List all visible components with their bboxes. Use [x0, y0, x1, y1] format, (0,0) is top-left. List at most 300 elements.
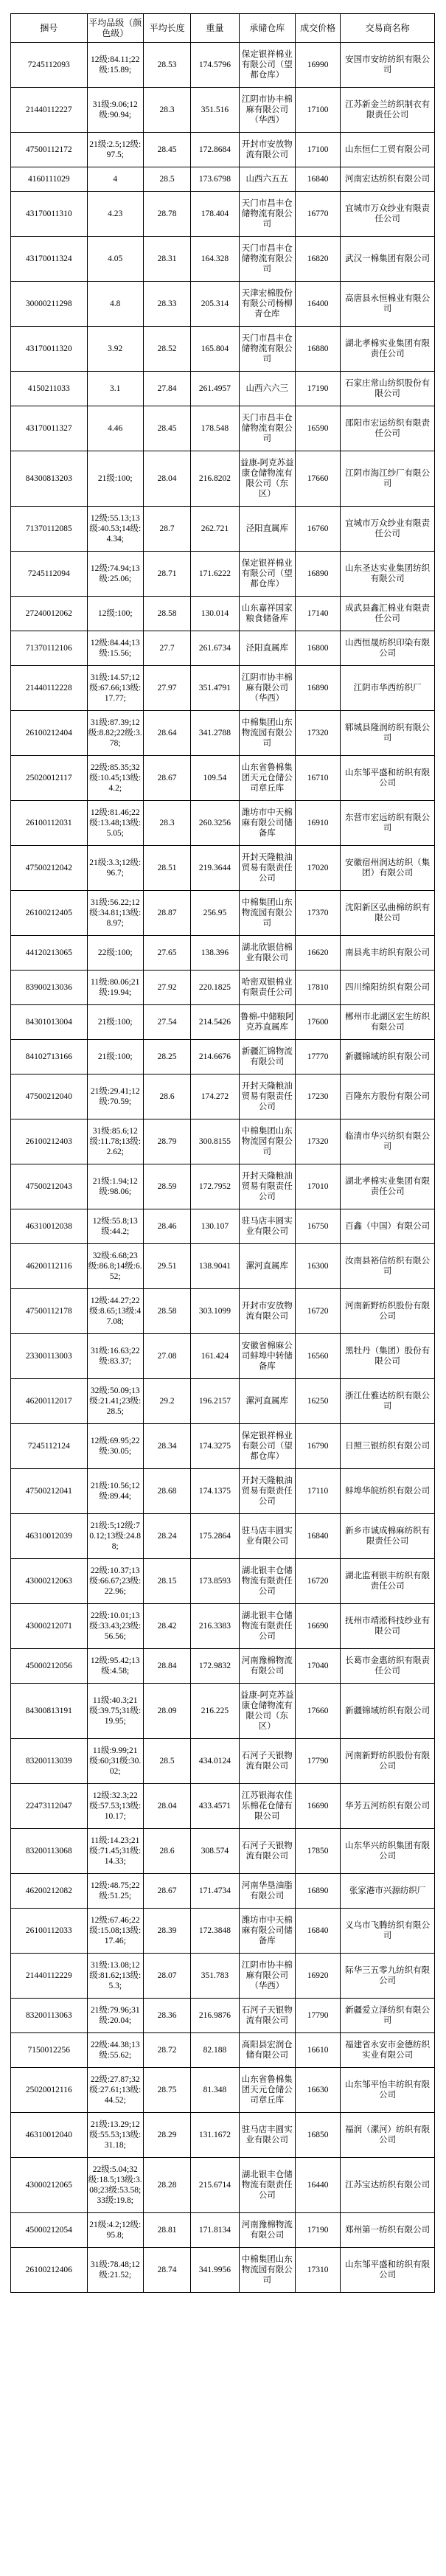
- cell-average-grade: 21级:1.94;12级:98.06;: [87, 1164, 143, 1209]
- cell-warehouse: 湖北银丰仓储物流有限责任公司: [239, 1559, 295, 1604]
- cell-average-grade: 31级:56.22;12级:34.81;13级:8.97;: [87, 891, 143, 936]
- table-row: [11, 631, 435, 666]
- table-row: [11, 1999, 435, 2033]
- cell-trader-name: 成武县鑫汇棉业有限责任公司: [341, 597, 435, 631]
- cell-average-length: 28.59: [143, 1164, 190, 1209]
- cell-warehouse: 湖北欣银信棉业有限公司: [239, 936, 295, 971]
- cell-average-grade: 12级:74.94;13级:25.06;: [87, 552, 143, 597]
- cell-weight: 130.014: [191, 597, 239, 631]
- cell-batch-number: 43000212071: [11, 1604, 88, 1649]
- cell-weight: 164.328: [191, 237, 239, 282]
- cell-deal-price: 17100: [295, 88, 340, 133]
- table-row: [11, 1604, 435, 1649]
- cell-deal-price: 17040: [295, 1649, 340, 1684]
- cell-warehouse: 泾阳直属库: [239, 507, 295, 552]
- cell-deal-price: 16720: [295, 1559, 340, 1604]
- cell-trader-name: 安徽宿州润达纺织（集团）有限公司: [341, 846, 435, 891]
- cell-average-grade: 22级:100;: [87, 936, 143, 971]
- cell-average-length: 28.45: [143, 406, 190, 451]
- cell-warehouse: 江阴市协丰棉麻有限公司（华西）: [239, 666, 295, 711]
- cell-deal-price: 17310: [295, 2248, 340, 2293]
- cell-average-length: 28.51: [143, 846, 190, 891]
- cell-average-length: 28.6: [143, 1075, 190, 1119]
- cell-weight: 172.9832: [191, 1649, 239, 1684]
- cell-weight: 341.2788: [191, 711, 239, 756]
- cell-warehouse: 河南豫棉物流有限公司: [239, 2213, 295, 2248]
- cell-trader-name: 湖北孝棉实业集团有限责任公司: [341, 327, 435, 372]
- cell-average-length: 28.34: [143, 1424, 190, 1469]
- cell-trader-name: 义乌市飞腾纺织有限公司: [341, 1909, 435, 1954]
- cell-warehouse: 开封市安放物流有限公司: [239, 1289, 295, 1334]
- cell-average-grade: 21级:100;: [87, 1005, 143, 1040]
- cell-average-length: 28.39: [143, 1909, 190, 1954]
- cell-average-grade: 11级:9.99;21级:60;31级:30.02;: [87, 1739, 143, 1784]
- cell-average-grade: 31级:87.39;12级:8.82;22级:3.78;: [87, 711, 143, 756]
- cell-deal-price: 16590: [295, 406, 340, 451]
- header-trader-name: 交易商名称: [341, 14, 435, 43]
- cell-warehouse: 驻马店丰圆实业有限公司: [239, 2113, 295, 2158]
- cell-average-grade: 12级:55.13;13级:40.53;14级:4.34;: [87, 507, 143, 552]
- cell-average-length: 28.29: [143, 2113, 190, 2158]
- table-row: [11, 1649, 435, 1684]
- cell-average-grade: 12级:69.95;22级:30.05;: [87, 1424, 143, 1469]
- cell-warehouse: 河南华垦油脂有限公司: [239, 1874, 295, 1909]
- cell-average-length: 28.31: [143, 237, 190, 282]
- cell-weight: 216.8202: [191, 451, 239, 507]
- cell-batch-number: 26100212403: [11, 1119, 88, 1164]
- cell-batch-number: 43170011310: [11, 192, 88, 237]
- table-row: [11, 1469, 435, 1514]
- cell-deal-price: 17790: [295, 1739, 340, 1784]
- cell-trader-name: 江苏新金兰纺织制衣有限责任公司: [341, 88, 435, 133]
- cell-batch-number: 71370112085: [11, 507, 88, 552]
- cell-average-length: 28.75: [143, 2068, 190, 2113]
- cell-trader-name: 郓城县隆润纺织有限公司: [341, 711, 435, 756]
- cell-weight: 138.9041: [191, 1244, 239, 1289]
- cell-warehouse: 开封天隆粮油贸易有限责任公司: [239, 846, 295, 891]
- cell-average-grade: 31级:14.57;12级:67.66;13级:17.77;: [87, 666, 143, 711]
- cell-average-length: 28.15: [143, 1559, 190, 1604]
- cell-weight: 171.4734: [191, 1874, 239, 1909]
- cell-deal-price: 16820: [295, 237, 340, 282]
- cell-trader-name: 江阴市华西纺织厂: [341, 666, 435, 711]
- cell-batch-number: 44120213065: [11, 936, 88, 971]
- cell-deal-price: 17230: [295, 1075, 340, 1119]
- cell-deal-price: 17320: [295, 711, 340, 756]
- cell-warehouse: 开封天隆粮油贸易有限责任公司: [239, 1469, 295, 1514]
- cell-deal-price: 16840: [295, 1909, 340, 1954]
- cell-average-grade: 21级:2.5;12级:97.5;: [87, 133, 143, 167]
- cell-batch-number: 7150012256: [11, 2033, 88, 2068]
- cell-warehouse: 山西六五五: [239, 167, 295, 192]
- table-row: [11, 597, 435, 631]
- cell-warehouse: 湖北银丰仓储物流有限责任公司: [239, 2158, 295, 2213]
- cell-batch-number: 21440112229: [11, 1954, 88, 1999]
- cell-average-length: 28.04: [143, 1784, 190, 1829]
- table-row: [11, 1289, 435, 1334]
- table-row: [11, 2033, 435, 2068]
- table-row: [11, 2068, 435, 2113]
- cell-warehouse: 漯河直属库: [239, 1379, 295, 1424]
- cell-deal-price: 16560: [295, 1334, 340, 1379]
- cell-weight: 174.3275: [191, 1424, 239, 1469]
- cell-average-grade: 4.23: [87, 192, 143, 237]
- cell-batch-number: 43000212063: [11, 1559, 88, 1604]
- cell-batch-number: 84300813203: [11, 451, 88, 507]
- table-row: [11, 1559, 435, 1604]
- cell-average-length: 27.65: [143, 936, 190, 971]
- cell-average-length: 27.84: [143, 372, 190, 406]
- cell-batch-number: 47500212043: [11, 1164, 88, 1209]
- cell-trader-name: 沈阳新区弘曲棉纺织有限公司: [341, 891, 435, 936]
- cell-weight: 165.804: [191, 327, 239, 372]
- cell-weight: 172.8684: [191, 133, 239, 167]
- cell-trader-name: 福润（漯河）纺织有限公司: [341, 2113, 435, 2158]
- cell-average-grade: 11级:14.23;21级:71.45;31级:14.33;: [87, 1829, 143, 1874]
- cell-batch-number: 43170011324: [11, 237, 88, 282]
- cell-weight: 174.5796: [191, 43, 239, 88]
- cell-weight: 433.4571: [191, 1784, 239, 1829]
- cell-warehouse: 新疆汇锦物流有限公司: [239, 1040, 295, 1075]
- cell-weight: 172.3848: [191, 1909, 239, 1954]
- cell-warehouse: 山东嘉祥国家粮食储备库: [239, 597, 295, 631]
- cell-deal-price: 17600: [295, 1005, 340, 1040]
- table-row: [11, 1334, 435, 1379]
- cell-deal-price: 17660: [295, 1684, 340, 1739]
- cell-trader-name: 郴州市北湖区宏生纺织有限公司: [341, 1005, 435, 1040]
- cell-weight: 130.107: [191, 1209, 239, 1244]
- cell-warehouse: 天津宏棉股份有限公司杨柳青仓库: [239, 282, 295, 327]
- cell-batch-number: 26100212406: [11, 2248, 88, 2293]
- cell-average-grade: 12级:84.11;22级:15.89;: [87, 43, 143, 88]
- cell-weight: 161.424: [191, 1334, 239, 1379]
- cell-average-grade: 22级:10.37;13级:66.67;23级:22.96;: [87, 1559, 143, 1604]
- cell-batch-number: 46200112116: [11, 1244, 88, 1289]
- cell-batch-number: 43170011327: [11, 406, 88, 451]
- cell-deal-price: 16790: [295, 1424, 340, 1469]
- header-warehouse: 承储仓库: [239, 14, 295, 43]
- cell-warehouse: 中棉集团山东物流园有限公司: [239, 2248, 295, 2293]
- table-row: [11, 756, 435, 801]
- cell-warehouse: 潍坊市中天棉麻有限公司储备库: [239, 801, 295, 846]
- cell-warehouse: 湖北银丰仓储物流有限责任公司: [239, 1604, 295, 1649]
- cell-deal-price: 16400: [295, 282, 340, 327]
- cell-weight: 171.8134: [191, 2213, 239, 2248]
- cell-weight: 220.1825: [191, 971, 239, 1005]
- cotton-trade-table: [10, 13, 435, 2293]
- cell-trader-name: 浙江仕雅达纺织有限公司: [341, 1379, 435, 1424]
- cell-trader-name: 百鑫（中国）有限公司: [341, 1209, 435, 1244]
- cell-average-length: 28.53: [143, 43, 190, 88]
- cell-average-grade: 22级:27.87;32级:27.61;13级:44.52;: [87, 2068, 143, 2113]
- cell-trader-name: 新疆锦域纺织有限公司: [341, 1684, 435, 1739]
- cell-warehouse: 驻马店丰圆实业有限公司: [239, 1209, 295, 1244]
- cell-average-grade: 32级:6.68;23级:86.8;14级:6.52;: [87, 1244, 143, 1289]
- cell-trader-name: 湖北监利银丰纺织有限责任公司: [341, 1559, 435, 1604]
- table-row: [11, 1784, 435, 1829]
- cell-average-grade: 12级:84.44;13级:15.56;: [87, 631, 143, 666]
- cell-trader-name: 福建省永安市金德纺织实业有限公司: [341, 2033, 435, 2068]
- header-deal-price: 成交价格: [295, 14, 340, 43]
- cell-batch-number: 47500112172: [11, 133, 88, 167]
- cell-average-length: 29.51: [143, 1244, 190, 1289]
- cell-average-grade: 21级:13.29;12级:55.53;13级:31.18;: [87, 2113, 143, 2158]
- cell-average-grade: 12级:95.42;13级:4.58;: [87, 1649, 143, 1684]
- table-row: [11, 1954, 435, 1999]
- cell-batch-number: 4150211033: [11, 372, 88, 406]
- cell-weight: 216.3383: [191, 1604, 239, 1649]
- cell-deal-price: 16890: [295, 666, 340, 711]
- cell-trader-name: 邵阳市宏运纺织有限责任公司: [341, 406, 435, 451]
- cell-weight: 262.721: [191, 507, 239, 552]
- cell-warehouse: 江阴市协丰棉麻有限公司（华西）: [239, 1954, 295, 1999]
- table-row: [11, 282, 435, 327]
- cell-average-grade: 31级:78.48;12级:21.52;: [87, 2248, 143, 2293]
- cell-weight: 178.404: [191, 192, 239, 237]
- cell-average-length: 28.79: [143, 1119, 190, 1164]
- cell-batch-number: 26100212404: [11, 711, 88, 756]
- cell-batch-number: 47500212042: [11, 846, 88, 891]
- table-row: [11, 372, 435, 406]
- cell-trader-name: 临清市华兴纺织有限公司: [341, 1119, 435, 1164]
- cell-batch-number: 43170011320: [11, 327, 88, 372]
- cell-weight: 171.6222: [191, 552, 239, 597]
- cell-warehouse: 天门市昌丰仓储物流有限公司: [239, 327, 295, 372]
- cell-warehouse: 中棉集团山东物流园有限公司: [239, 711, 295, 756]
- cell-batch-number: 4160111029: [11, 167, 88, 192]
- cell-average-length: 28.87: [143, 891, 190, 936]
- table-row: [11, 801, 435, 846]
- cell-trader-name: 高唐县永恒棉业有限公司: [341, 282, 435, 327]
- table-body: [11, 43, 435, 2293]
- table-row: [11, 552, 435, 597]
- cell-batch-number: 84301013004: [11, 1005, 88, 1040]
- cell-average-grade: 4.05: [87, 237, 143, 282]
- cell-deal-price: 16710: [295, 756, 340, 801]
- cell-warehouse: 天门市昌丰仓储物流有限公司: [239, 406, 295, 451]
- cell-deal-price: 17370: [295, 891, 340, 936]
- cell-batch-number: 43000212065: [11, 2158, 88, 2213]
- table-row: [11, 1684, 435, 1739]
- cell-weight: 260.3256: [191, 801, 239, 846]
- cell-deal-price: 17020: [295, 846, 340, 891]
- cell-weight: 214.5426: [191, 1005, 239, 1040]
- cell-batch-number: 26100212405: [11, 891, 88, 936]
- cell-average-length: 28.84: [143, 1649, 190, 1684]
- cell-average-grade: 3.92: [87, 327, 143, 372]
- cell-deal-price: 17810: [295, 971, 340, 1005]
- cell-average-grade: 21级:29.41;12级:70.59;: [87, 1075, 143, 1119]
- cell-batch-number: 25020012117: [11, 756, 88, 801]
- cell-weight: 109.54: [191, 756, 239, 801]
- cell-batch-number: 22473112047: [11, 1784, 88, 1829]
- cell-average-grade: 12级:44.27;22级:8.65;13级:47.08;: [87, 1289, 143, 1334]
- cell-batch-number: 26100112031: [11, 801, 88, 846]
- cell-warehouse: 天门市昌丰仓储物流有限公司: [239, 192, 295, 237]
- cell-average-length: 28.3: [143, 88, 190, 133]
- cell-batch-number: 26100112033: [11, 1909, 88, 1954]
- header-batch-number: 捆号: [11, 14, 88, 43]
- table-row: [11, 936, 435, 971]
- cell-deal-price: 16890: [295, 552, 340, 597]
- cell-weight: 131.1672: [191, 2113, 239, 2158]
- cell-average-length: 29.2: [143, 1379, 190, 1424]
- table-row: [11, 1005, 435, 1040]
- table-row: [11, 2213, 435, 2248]
- cell-batch-number: 27240012062: [11, 597, 88, 631]
- cell-weight: 300.8155: [191, 1119, 239, 1164]
- table-row: [11, 133, 435, 167]
- table-row: [11, 1209, 435, 1244]
- table-row: [11, 1040, 435, 1075]
- cell-weight: 196.2157: [191, 1379, 239, 1424]
- table-row: [11, 1379, 435, 1424]
- table-row: [11, 1424, 435, 1469]
- cell-weight: 261.6734: [191, 631, 239, 666]
- cell-trader-name: 山东恒仁工贸有限公司: [341, 133, 435, 167]
- cell-average-length: 27.54: [143, 1005, 190, 1040]
- table-row: [11, 1874, 435, 1909]
- cell-warehouse: 潍坊市中天棉麻有限公司储备库: [239, 1909, 295, 1954]
- cell-batch-number: 7245112093: [11, 43, 88, 88]
- cell-average-length: 28.36: [143, 1999, 190, 2033]
- cell-warehouse: 石河子天银物流有限公司: [239, 1739, 295, 1784]
- cell-batch-number: 83200113068: [11, 1829, 88, 1874]
- cell-average-length: 28.67: [143, 756, 190, 801]
- cell-trader-name: 长葛市金惠纺织有限责任公司: [341, 1649, 435, 1684]
- cell-trader-name: 安国市安纺纺织有限公司: [341, 43, 435, 88]
- table-row: [11, 2158, 435, 2213]
- cell-average-length: 28.28: [143, 2158, 190, 2213]
- cell-batch-number: 46310012038: [11, 1209, 88, 1244]
- cell-average-grade: 12级:32.3;22级:57.53;13级:10.17;: [87, 1784, 143, 1829]
- cell-weight: 172.7952: [191, 1164, 239, 1209]
- cell-deal-price: 16800: [295, 631, 340, 666]
- cell-batch-number: 83900213036: [11, 971, 88, 1005]
- cell-trader-name: 抚州市靖淞科技纱业有限公司: [341, 1604, 435, 1649]
- cell-average-grade: 12级:48.75;22级:51.25;: [87, 1874, 143, 1909]
- cell-weight: 216.225: [191, 1684, 239, 1739]
- cell-deal-price: 16920: [295, 1954, 340, 1999]
- cell-weight: 341.9956: [191, 2248, 239, 2293]
- table-row: [11, 237, 435, 282]
- cell-average-length: 28.68: [143, 1469, 190, 1514]
- cell-weight: 219.3644: [191, 846, 239, 891]
- table-row: [11, 1909, 435, 1954]
- cell-batch-number: 84102713166: [11, 1040, 88, 1075]
- cell-average-grade: 11级:80.06;21级:19.94;: [87, 971, 143, 1005]
- table-row: [11, 507, 435, 552]
- cell-trader-name: 南县兆丰纺织有限公司: [341, 936, 435, 971]
- cell-average-grade: 31级:13.08;12级:81.62;13级:5.3;: [87, 1954, 143, 1999]
- cell-warehouse: 安徽省棉麻公司蚌埠中转储备库: [239, 1334, 295, 1379]
- cell-average-grade: 12级:100;: [87, 597, 143, 631]
- cell-average-grade: 11级:40.3;21级:39.75;31级:19.95;: [87, 1684, 143, 1739]
- cell-warehouse: 江阴市协丰棉麻有限公司（华西）: [239, 88, 295, 133]
- cell-trader-name: 河南新野纺织股份有限公司: [341, 1739, 435, 1784]
- table-row: [11, 971, 435, 1005]
- cell-warehouse: 益康-阿克苏益康仓储物流有限公司（东区）: [239, 1684, 295, 1739]
- cell-trader-name: 郑州第一纺织有限公司: [341, 2213, 435, 2248]
- cell-batch-number: 45000212054: [11, 2213, 88, 2248]
- table-row: [11, 167, 435, 192]
- cell-weight: 256.95: [191, 891, 239, 936]
- cell-weight: 351.4791: [191, 666, 239, 711]
- table-header-row: [11, 14, 435, 43]
- cell-average-length: 27.7: [143, 631, 190, 666]
- cell-warehouse: 开封天隆粮油贸易有限责任公司: [239, 1164, 295, 1209]
- cell-trader-name: 山东华兴纺织集团有限公司: [341, 1829, 435, 1874]
- cell-trader-name: 山西恒晟纺织印染有限公司: [341, 631, 435, 666]
- cell-weight: 351.783: [191, 1954, 239, 1999]
- cell-warehouse: 中棉集团山东物流园有限公司: [239, 891, 295, 936]
- cell-warehouse: 天门市昌丰仓储物流有限公司: [239, 237, 295, 282]
- cell-average-length: 28.67: [143, 1874, 190, 1909]
- cell-average-length: 28.64: [143, 711, 190, 756]
- cell-deal-price: 16250: [295, 1379, 340, 1424]
- cell-trader-name: 山东邹平盛和纺织有限公司: [341, 756, 435, 801]
- cell-average-length: 27.92: [143, 971, 190, 1005]
- cell-warehouse: 河南豫棉物流有限公司: [239, 1649, 295, 1684]
- cell-average-length: 28.09: [143, 1684, 190, 1739]
- cell-deal-price: 17190: [295, 372, 340, 406]
- table-row: [11, 891, 435, 936]
- cell-average-length: 28.78: [143, 192, 190, 237]
- cell-average-grade: 12级:55.8;13级:44.2;: [87, 1209, 143, 1244]
- cell-trader-name: 江阴市海江纱厂有限公司: [341, 451, 435, 507]
- cell-deal-price: 16620: [295, 936, 340, 971]
- cell-trader-name: 武汉一棉集团有限公司: [341, 237, 435, 282]
- cell-warehouse: 石河子天银物流有限公司: [239, 1829, 295, 1874]
- cell-warehouse: 保定银祥棉业有限公司（望都仓库）: [239, 43, 295, 88]
- table-row: [11, 192, 435, 237]
- cell-batch-number: 83200113063: [11, 1999, 88, 2033]
- cell-deal-price: 16750: [295, 1209, 340, 1244]
- cell-average-length: 28.5: [143, 167, 190, 192]
- table-row: [11, 1829, 435, 1874]
- cell-trader-name: 华芳五河纺织有限公司: [341, 1784, 435, 1829]
- cell-batch-number: 7245112124: [11, 1424, 88, 1469]
- cell-average-grade: 31级:85.6;12级:11.78;13级:2.62;: [87, 1119, 143, 1164]
- cell-average-length: 28.3: [143, 801, 190, 846]
- cell-average-length: 28.58: [143, 1289, 190, 1334]
- cell-average-grade: 21级:3.3;12级:96.7;: [87, 846, 143, 891]
- cell-average-grade: 31级:16.63;22级:83.37;: [87, 1334, 143, 1379]
- cell-batch-number: 30000211298: [11, 282, 88, 327]
- table-row: [11, 406, 435, 451]
- cell-batch-number: 46310012040: [11, 2113, 88, 2158]
- cell-average-grade: 31级:9.06;12级:90.94;: [87, 88, 143, 133]
- cell-weight: 351.516: [191, 88, 239, 133]
- cell-trader-name: 江苏宝达纺织有限公司: [341, 2158, 435, 2213]
- cell-average-grade: 22级:85.35;32级:10.45;13级:4.2;: [87, 756, 143, 801]
- cell-average-grade: 22级:5.04;32级:18.5;13级:3.08;23级:53.58;33级:19.8;: [87, 2158, 143, 2213]
- cell-warehouse: 中棉集团山东物流园有限公司: [239, 1119, 295, 1164]
- cell-deal-price: 16720: [295, 1289, 340, 1334]
- cell-batch-number: 47500212040: [11, 1075, 88, 1119]
- cell-average-grade: 3.1: [87, 372, 143, 406]
- cell-weight: 261.4957: [191, 372, 239, 406]
- cell-deal-price: 16440: [295, 2158, 340, 2213]
- cell-batch-number: 47500212041: [11, 1469, 88, 1514]
- cell-batch-number: 21440112228: [11, 666, 88, 711]
- cell-trader-name: 东营市宏远纺织有限公司: [341, 801, 435, 846]
- cell-deal-price: 16690: [295, 1604, 340, 1649]
- cell-average-grade: 22级:10.01;13级:33.43;23级:56.56;: [87, 1604, 143, 1649]
- cell-trader-name: 百隆东方股份有限公司: [341, 1075, 435, 1119]
- cell-deal-price: 17140: [295, 597, 340, 631]
- cell-average-length: 28.74: [143, 2248, 190, 2293]
